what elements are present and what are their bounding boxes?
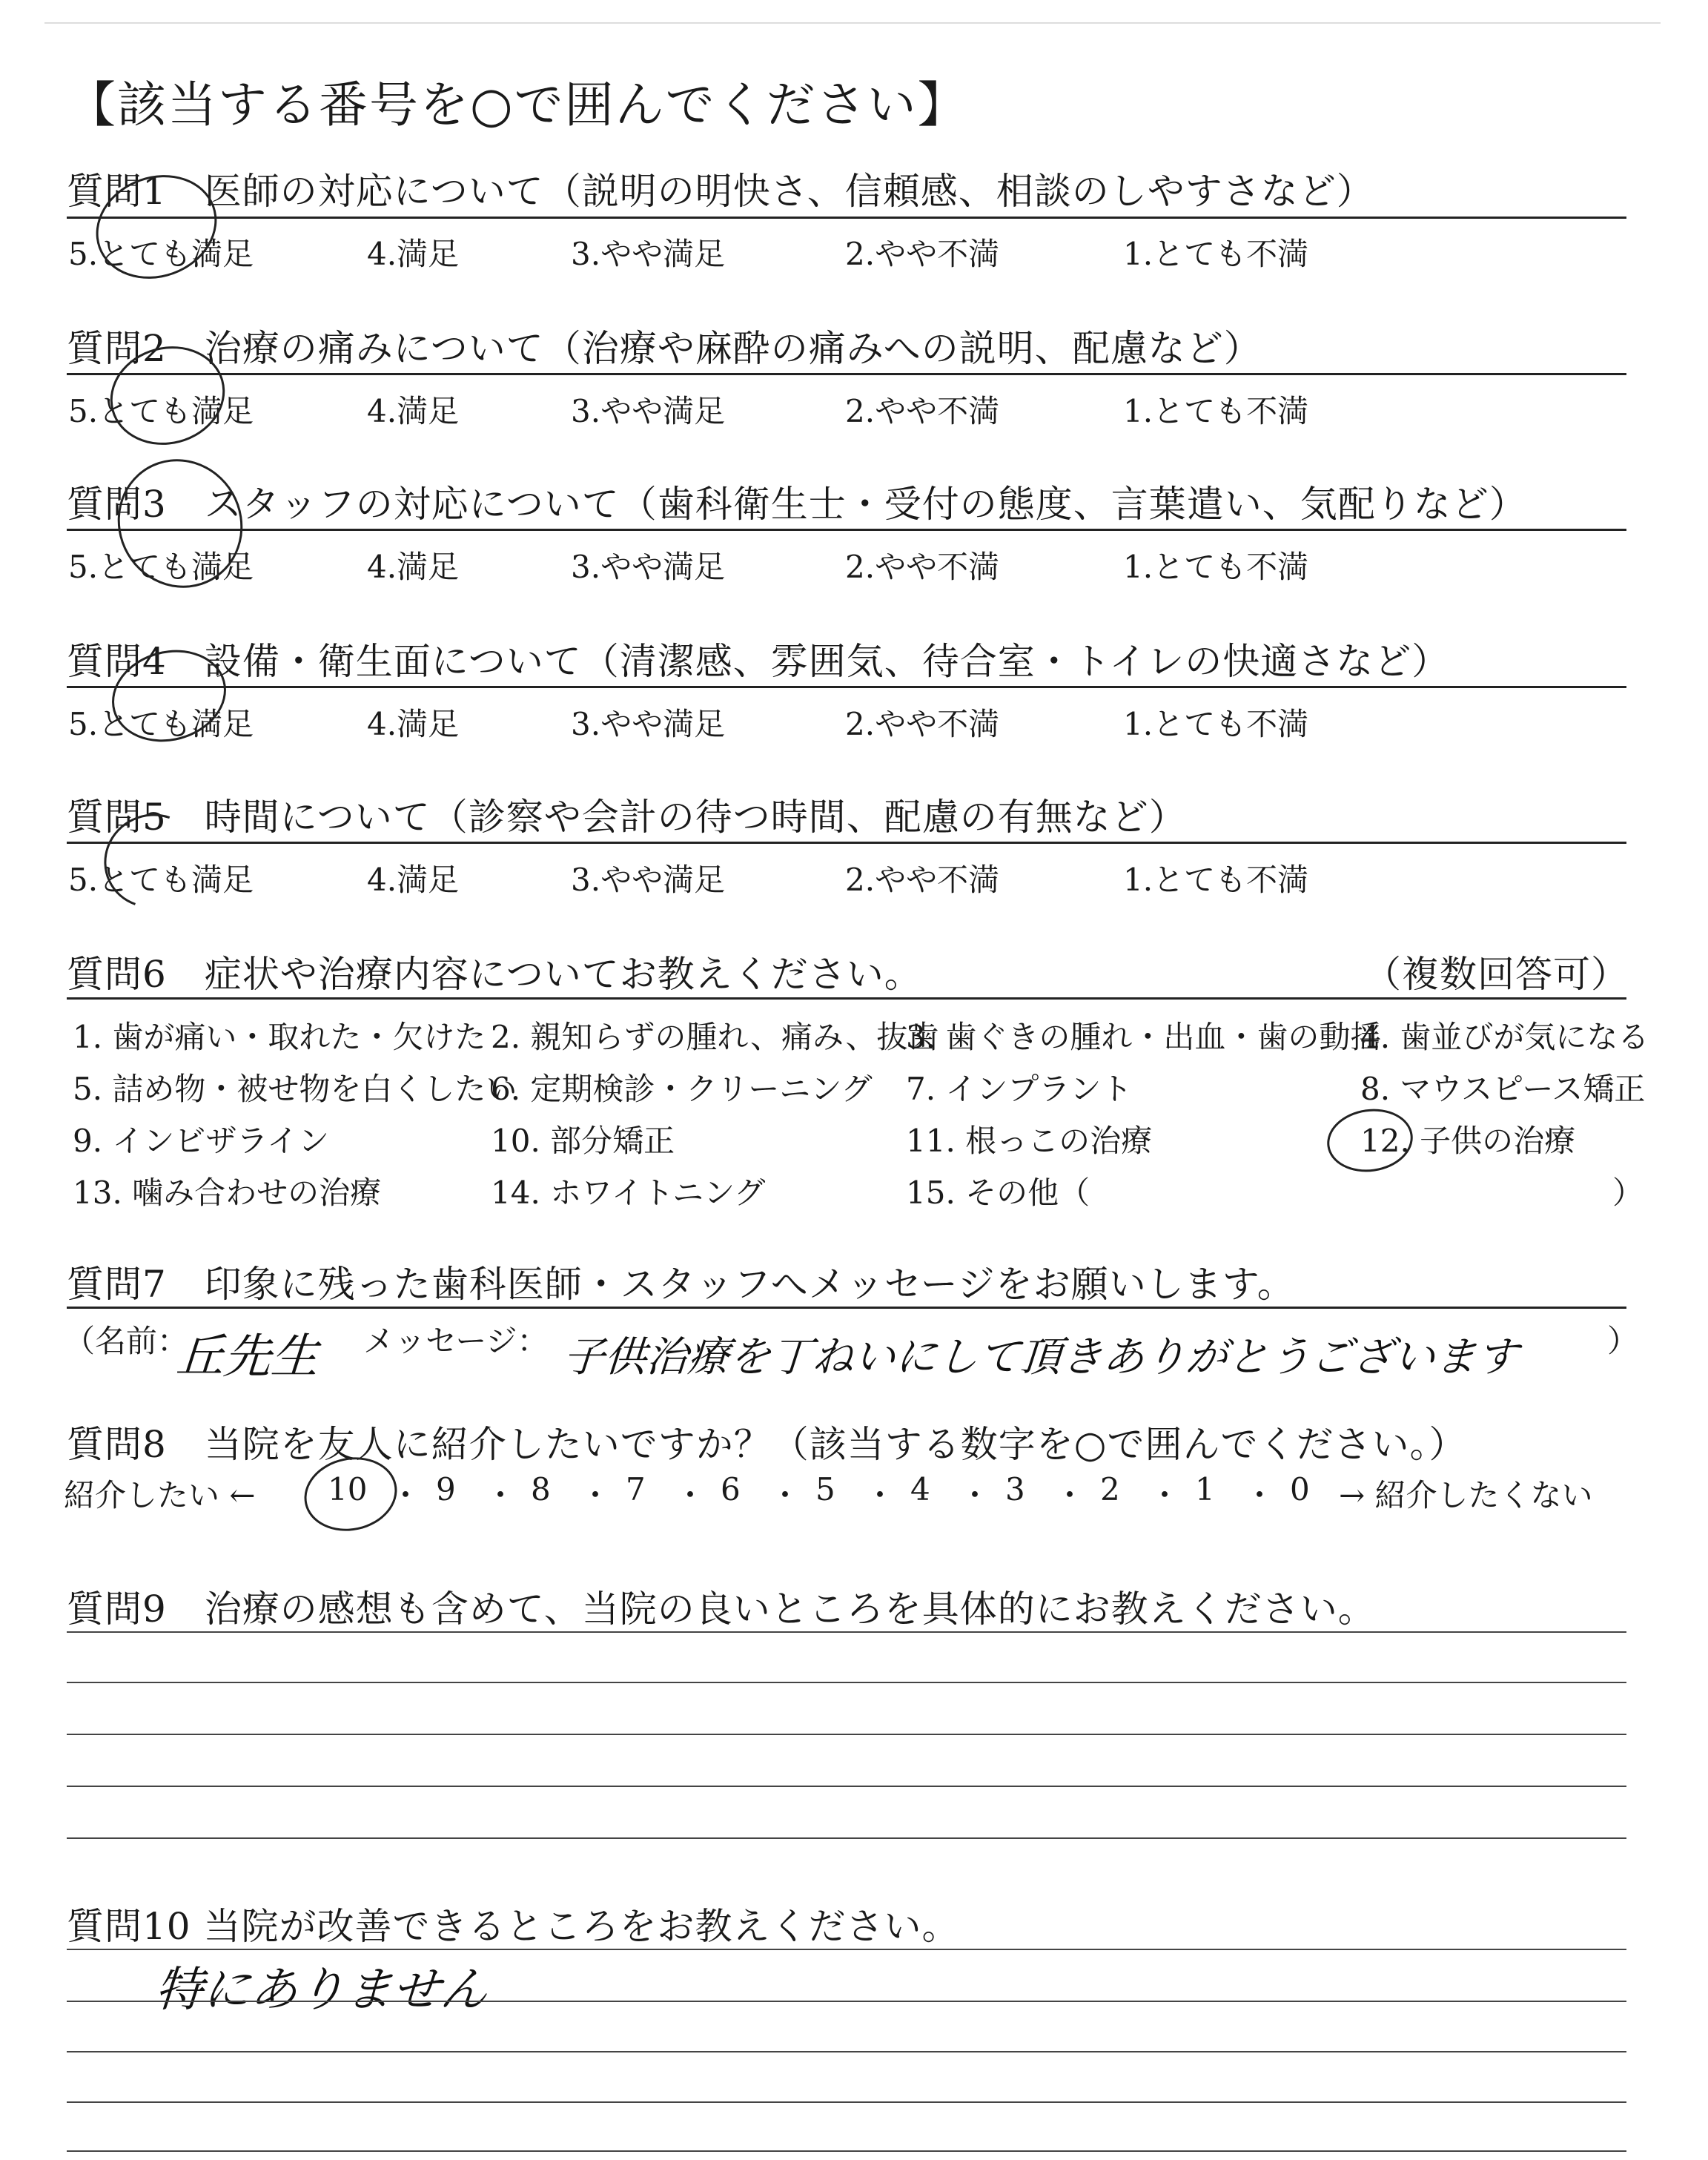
q8-scale-5[interactable]: 5 — [815, 1471, 835, 1507]
q3-option-2[interactable]: 2.やや不満 — [845, 549, 1000, 585]
q1-option-2[interactable]: 2.やや不満 — [845, 236, 1000, 272]
question-4-title: 質問4 設備・衛生面について（清潔感、雰囲気、待合室・トイレの快適さなど） — [67, 640, 1450, 683]
question-2-title: 質問2 治療の痛みについて（治療や麻酔の痛みへの説明、配慮など） — [67, 327, 1262, 370]
question-6-note: （複数回答可） — [1364, 953, 1629, 996]
q8-scale-2[interactable]: 2 — [1100, 1471, 1120, 1507]
q6-option-13[interactable]: 13. 噛み合わせの治療 — [73, 1175, 382, 1211]
q8-left-label: 紹介したい ← — [64, 1477, 256, 1513]
q10-answer-line — [67, 1949, 1626, 1950]
q6-option-12[interactable]: 12. 子供の治療 — [1360, 1123, 1576, 1159]
q1-option-1[interactable]: 1.とても不満 — [1123, 236, 1309, 272]
q6-option-15[interactable]: 15. その他（ — [906, 1175, 1090, 1211]
q8-separator: ・ — [1244, 1477, 1276, 1513]
question-6-rule — [67, 997, 1626, 1000]
q8-separator: ・ — [580, 1477, 612, 1513]
q8-separator: ・ — [959, 1477, 991, 1513]
q5-option-5[interactable]: 5.とても満足 — [68, 862, 254, 898]
q7-message-handwritten[interactable]: 子供治療を丁ねいにして頂きありがとうございます — [561, 1333, 1520, 1381]
q7-message-label: メッセージ： — [363, 1323, 549, 1359]
q8-separator: ・ — [675, 1477, 706, 1513]
q10-answer-line — [67, 2051, 1626, 2052]
question-10-title: 質問10 当院が改善できるところをお教えください。 — [67, 1905, 960, 1948]
q2-option-3[interactable]: 3.やや満足 — [571, 393, 726, 429]
question-1-title: 質問1 医師の対応について（説明の明快さ、信頼感、相談のしやすさなど） — [67, 170, 1374, 213]
q2-option-1[interactable]: 1.とても不満 — [1123, 393, 1309, 429]
q6-option-7[interactable]: 7. インプラント — [906, 1071, 1133, 1107]
q8-scale-6[interactable]: 6 — [721, 1471, 741, 1507]
q8-scale-8[interactable]: 8 — [531, 1471, 551, 1507]
q3-option-5[interactable]: 5.とても満足 — [68, 549, 254, 585]
q5-option-2[interactable]: 2.やや不満 — [845, 862, 1000, 898]
q6-option-6[interactable]: 6. 定期検診・クリーニング — [491, 1071, 873, 1107]
q5-option-4[interactable]: 4.満足 — [367, 862, 460, 898]
q2-option-2[interactable]: 2.やや不満 — [845, 393, 1000, 429]
q6-option-2[interactable]: 2. 親知らずの腫れ、痛み、抜歯 — [491, 1019, 939, 1055]
q8-separator: ・ — [1149, 1477, 1181, 1513]
q2-option-4[interactable]: 4.満足 — [367, 393, 460, 429]
question-7-rule — [67, 1307, 1626, 1309]
q1-option-3[interactable]: 3.やや満足 — [571, 236, 726, 272]
question-3-title: 質問3 スタッフの対応について（歯科衛生士・受付の態度、言葉遣い、気配りなど） — [67, 483, 1527, 526]
question-6-title: 質問6 症状や治療内容についてお教えください。 — [67, 953, 922, 996]
q1-option-5[interactable]: 5.とても満足 — [68, 236, 254, 272]
q1-option-4[interactable]: 4.満足 — [367, 236, 460, 272]
q10-answer-handwritten[interactable]: 特にありません — [153, 1963, 490, 2018]
q8-separator: ・ — [485, 1477, 517, 1513]
q6-option-11[interactable]: 11. 根っこの治療 — [906, 1123, 1153, 1159]
question-5-title: 質問5 時間について（診察や会計の待つ時間、配慮の有無など） — [67, 796, 1187, 839]
q6-option-10[interactable]: 10. 部分矯正 — [491, 1123, 675, 1159]
q8-scale-3[interactable]: 3 — [1005, 1471, 1025, 1507]
q8-scale-0[interactable]: 0 — [1290, 1471, 1310, 1507]
q7-name-handwritten[interactable]: 丘先生 — [173, 1330, 321, 1384]
q4-option-3[interactable]: 3.やや満足 — [571, 706, 726, 742]
q8-separator: ・ — [390, 1477, 422, 1513]
q3-option-1[interactable]: 1.とても不満 — [1123, 549, 1309, 585]
q6-option-4[interactable]: 4. 歯並びが気になる — [1360, 1019, 1649, 1055]
q8-scale-10[interactable]: 10 — [328, 1471, 368, 1507]
question-8-title: 質問8 当院を友人に紹介したいですか？（該当する数字を○で囲んでください。） — [67, 1423, 1467, 1466]
question-4-rule — [67, 686, 1626, 688]
q6-option-9[interactable]: 9. インビザライン — [73, 1123, 330, 1159]
q6-option-5[interactable]: 5. 詰め物・被せ物を白くしたい — [73, 1071, 517, 1107]
q8-scale-4[interactable]: 4 — [910, 1471, 930, 1507]
question-7-title: 質問7 印象に残った歯科医師・スタッフへメッセージをお願いします。 — [67, 1263, 1295, 1306]
q8-separator: ・ — [769, 1477, 801, 1513]
q9-answer-line — [67, 1786, 1626, 1787]
q6-option-12-circle — [1323, 1103, 1417, 1177]
q2-option-5[interactable]: 5.とても満足 — [68, 393, 254, 429]
q8-right-label: → 紹介したくない — [1339, 1477, 1593, 1513]
q6-option-1[interactable]: 1. 歯が痛い・取れた・欠けた — [73, 1019, 486, 1055]
q7-name-label: （名前： — [64, 1323, 189, 1359]
q3-option-3[interactable]: 3.やや満足 — [571, 549, 726, 585]
q9-answer-line — [67, 1837, 1626, 1839]
q6-option-3[interactable]: 3. 歯ぐきの腫れ・出血・歯の動揺 — [906, 1019, 1382, 1055]
q9-answer-line — [67, 1682, 1626, 1683]
q4-option-5[interactable]: 5.とても満足 — [68, 706, 254, 742]
q6-option-14[interactable]: 14. ホワイトニング — [491, 1175, 766, 1211]
q7-close-paren: ） — [1607, 1323, 1639, 1359]
q10-answer-line — [67, 2001, 1626, 2002]
q6-option-8[interactable]: 8. マウスピース矯正 — [1360, 1071, 1646, 1107]
q8-separator: ・ — [1054, 1477, 1086, 1513]
question-5-rule — [67, 842, 1626, 844]
scan-top-edge — [44, 22, 1661, 24]
q10-answer-line — [67, 2101, 1626, 2103]
question-9-title: 質問9 治療の感想も含めて、当院の良いところを具体的にお教えください。 — [67, 1588, 1376, 1631]
question-2-rule — [67, 373, 1626, 375]
q8-scale-9[interactable]: 9 — [436, 1471, 456, 1507]
q4-option-2[interactable]: 2.やや不満 — [845, 706, 1000, 742]
q5-option-3[interactable]: 3.やや満足 — [571, 862, 726, 898]
q8-scale-1[interactable]: 1 — [1195, 1471, 1215, 1507]
q6-other-close-paren: ） — [1612, 1175, 1644, 1211]
question-1-rule — [67, 217, 1626, 219]
question-3-rule — [67, 529, 1626, 531]
q9-answer-line — [67, 1734, 1626, 1735]
q4-option-4[interactable]: 4.満足 — [367, 706, 460, 742]
q8-separator: ・ — [864, 1477, 896, 1513]
page-title: 【該当する番号を○で囲んでください】 — [67, 76, 968, 133]
q3-option-4[interactable]: 4.満足 — [367, 549, 460, 585]
q5-option-1[interactable]: 1.とても不満 — [1123, 862, 1309, 898]
q10-answer-line — [67, 2150, 1626, 2152]
q4-option-1[interactable]: 1.とても不満 — [1123, 706, 1309, 742]
q8-scale-7[interactable]: 7 — [626, 1471, 646, 1507]
q9-answer-line — [67, 1631, 1626, 1633]
